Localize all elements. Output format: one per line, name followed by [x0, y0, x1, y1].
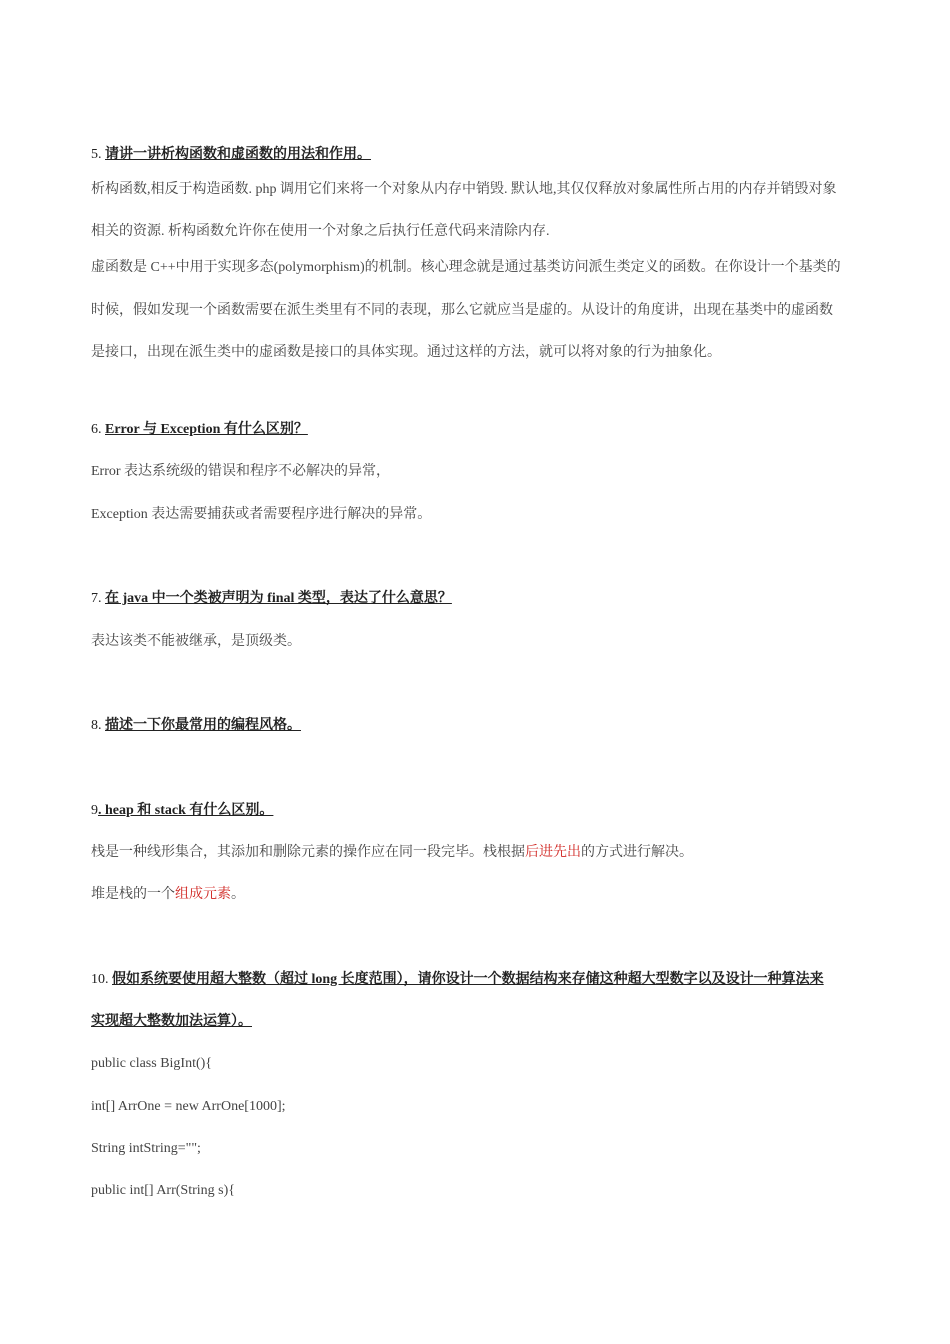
question-6-paragraph-2: Exception 表达需要捕获或者需要程序进行解决的异常。: [91, 507, 432, 522]
heap-text-after: 。: [231, 887, 245, 902]
question-9-paragraph-1: [91, 843, 693, 863]
question-6-heading: [91, 420, 308, 440]
code-line-2: int[] ArrOne = new ArrOne[1000];: [91, 1099, 286, 1114]
question-6-title: Error 与 Exception 有什么区别？: [105, 422, 308, 437]
question-5-paragraph-5: 是接口，出现在派生类中的虚函数是接口的具体实现。通过这样的方法，就可以将对象的行为抽象化。: [91, 345, 721, 360]
question-8-heading: [91, 716, 301, 736]
stack-text-after: 的方式进行解决。: [581, 845, 693, 860]
question-7-paragraph-1: 表达该类不能被继承，是顶级类。: [91, 634, 301, 649]
question-6-paragraph-1: Error 表达系统级的错误和程序不必解决的异常，: [91, 464, 391, 479]
code-line-1: public class BigInt(){: [91, 1056, 213, 1071]
question-10-title-line-1: 假如系统要使用超大整数（超过 long 长度范围），请你设计一个数据结构来存储这种超大型数字以及设计一种算法来: [112, 972, 824, 987]
heap-text-before: 堆是栈的一个: [91, 887, 175, 902]
question-10-number: 10.: [91, 972, 109, 987]
question-5-heading: [91, 145, 371, 165]
question-9-number: 9: [91, 803, 98, 818]
question-6-number: 6.: [91, 422, 102, 437]
question-5-paragraph-4: 时候，假如发现一个函数需要在派生类里有不同的表现，那么它就应当是虚的。从设计的角度讲，出现在基类中的虚函数: [91, 303, 833, 318]
component-highlight: 组成元素: [175, 887, 231, 902]
question-7-heading: [91, 589, 452, 609]
question-10-title-line-2: 实现超大整数加法运算）。: [91, 1014, 252, 1029]
question-5-paragraph-1: 析构函数,相反于构造函数. php 调用它们来将一个对象从内存中销毁. 默认地,其仅仅释放对象属性所占用的内存并销毁对象: [91, 182, 837, 197]
question-7-number: 7.: [91, 591, 102, 606]
question-5-title: 请讲一讲析构函数和虚函数的用法和作用。: [105, 147, 371, 162]
question-8-number: 8.: [91, 718, 102, 733]
question-7-title: 在 java 中一个类被声明为 final 类型，表达了什么意思？: [105, 591, 452, 606]
question-5-number: 5.: [91, 147, 102, 162]
code-line-4: public int[] Arr(String s){: [91, 1183, 235, 1198]
question-9-paragraph-2: [91, 885, 245, 905]
stack-text-before: 栈是一种线形集合，其添加和删除元素的操作应在同一段完毕。栈根据: [91, 845, 525, 860]
lifo-highlight: 后进先出: [525, 845, 581, 860]
question-10-heading: [91, 970, 824, 990]
question-5-paragraph-3: 虚函数是 C++中用于实现多态(polymorphism)的机制。核心理念就是通过基类访问派生类定义的函数。在你设计一个基类的: [91, 260, 841, 275]
question-5-paragraph-2: 相关的资源. 析构函数允许你在使用一个对象之后执行任意代码来清除内存.: [91, 224, 550, 239]
code-line-3: String intString="";: [91, 1141, 201, 1156]
question-8-title: 描述一下你最常用的编程风格。: [105, 718, 301, 733]
question-9-title: . heap 和 stack 有什么区别。: [98, 803, 274, 818]
question-9-heading: [91, 801, 273, 821]
question-10-heading-cont: [91, 1012, 252, 1032]
